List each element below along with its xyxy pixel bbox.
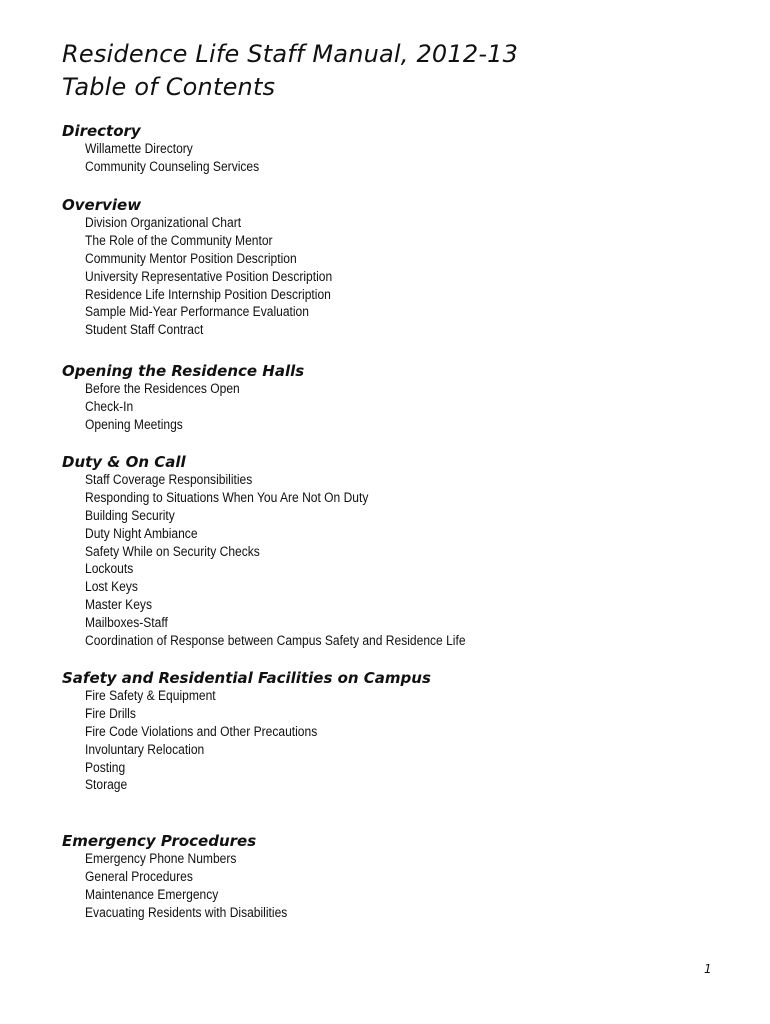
toc-entry: Mailboxes-Staff bbox=[85, 615, 168, 631]
section-heading: Directory bbox=[62, 122, 141, 140]
section-duty-on-call bbox=[62, 453, 742, 650]
toc-entry: Fire Drills bbox=[85, 705, 136, 721]
section-item-list bbox=[62, 471, 742, 650]
section-overview bbox=[62, 196, 742, 339]
toc-entry: Building Security bbox=[85, 507, 175, 523]
toc-entry: Sample Mid-Year Performance Evaluation bbox=[85, 304, 309, 320]
toc-entry: Division Organizational Chart bbox=[85, 215, 242, 230]
toc-entry: Fire Code Violations and Other Precautions bbox=[85, 723, 318, 739]
document-title bbox=[62, 38, 518, 104]
toc-entry: Duty Night Ambiance bbox=[85, 525, 198, 541]
section-heading: Duty & On Call bbox=[62, 453, 186, 471]
toc-entry: Lost Keys bbox=[85, 579, 138, 595]
toc-entry: Residence Life Internship Position Description bbox=[85, 286, 331, 302]
section-heading: Opening the Residence Halls bbox=[62, 362, 305, 380]
toc-entry: Willamette Directory bbox=[85, 141, 193, 156]
section-heading: Safety and Residential Facilities on Campus bbox=[62, 669, 431, 687]
toc-entry: Evacuating Residents with Disabilities bbox=[85, 904, 288, 920]
section-item-list bbox=[62, 687, 742, 794]
title-line-manual: Residence Life Staff Manual, 2012-13 bbox=[62, 40, 519, 68]
toc-entry: The Role of the Community Mentor bbox=[85, 232, 273, 248]
section-item-list bbox=[62, 140, 742, 176]
page-number: 1 bbox=[704, 962, 712, 976]
toc-entry: Community Counseling Services bbox=[85, 158, 260, 174]
toc-entry: Posting bbox=[85, 759, 126, 775]
toc-entry: Opening Meetings bbox=[85, 416, 183, 432]
section-item-list bbox=[62, 214, 742, 339]
section-opening-residence-halls bbox=[62, 362, 742, 434]
toc-entry: Emergency Phone Numbers bbox=[85, 851, 237, 866]
toc-entry: University Representative Position Description bbox=[85, 268, 333, 284]
title-line-toc: Table of Contents bbox=[62, 73, 276, 101]
toc-entry: Safety While on Security Checks bbox=[85, 543, 260, 559]
section-item-list bbox=[62, 380, 742, 434]
toc-entry: Involuntary Relocation bbox=[85, 741, 205, 757]
section-heading: Emergency Procedures bbox=[62, 832, 257, 850]
section-directory bbox=[62, 122, 742, 176]
toc-entry: Student Staff Contract bbox=[85, 322, 204, 338]
toc-entry: Staff Coverage Responsibilities bbox=[85, 472, 253, 487]
section-emergency-procedures bbox=[62, 832, 742, 922]
toc-entry: Master Keys bbox=[85, 597, 152, 613]
section-item-list bbox=[62, 850, 742, 922]
toc-entry: Check-In bbox=[85, 398, 134, 414]
toc-entry: Community Mentor Position Description bbox=[85, 250, 297, 266]
toc-entry: Before the Residences Open bbox=[85, 381, 240, 396]
section-heading: Overview bbox=[62, 196, 142, 214]
toc-entry: Fire Safety & Equipment bbox=[85, 688, 216, 703]
toc-entry: Storage bbox=[85, 777, 128, 793]
toc-entry: Coordination of Response between Campus Safety and Residence Life bbox=[85, 633, 466, 649]
toc-entry: Lockouts bbox=[85, 561, 134, 577]
section-safety-residential-facilities bbox=[62, 669, 742, 794]
toc-entry: General Procedures bbox=[85, 868, 193, 884]
toc-entry: Maintenance Emergency bbox=[85, 886, 219, 902]
toc-entry: Responding to Situations When You Are Not On Duty bbox=[85, 489, 369, 505]
